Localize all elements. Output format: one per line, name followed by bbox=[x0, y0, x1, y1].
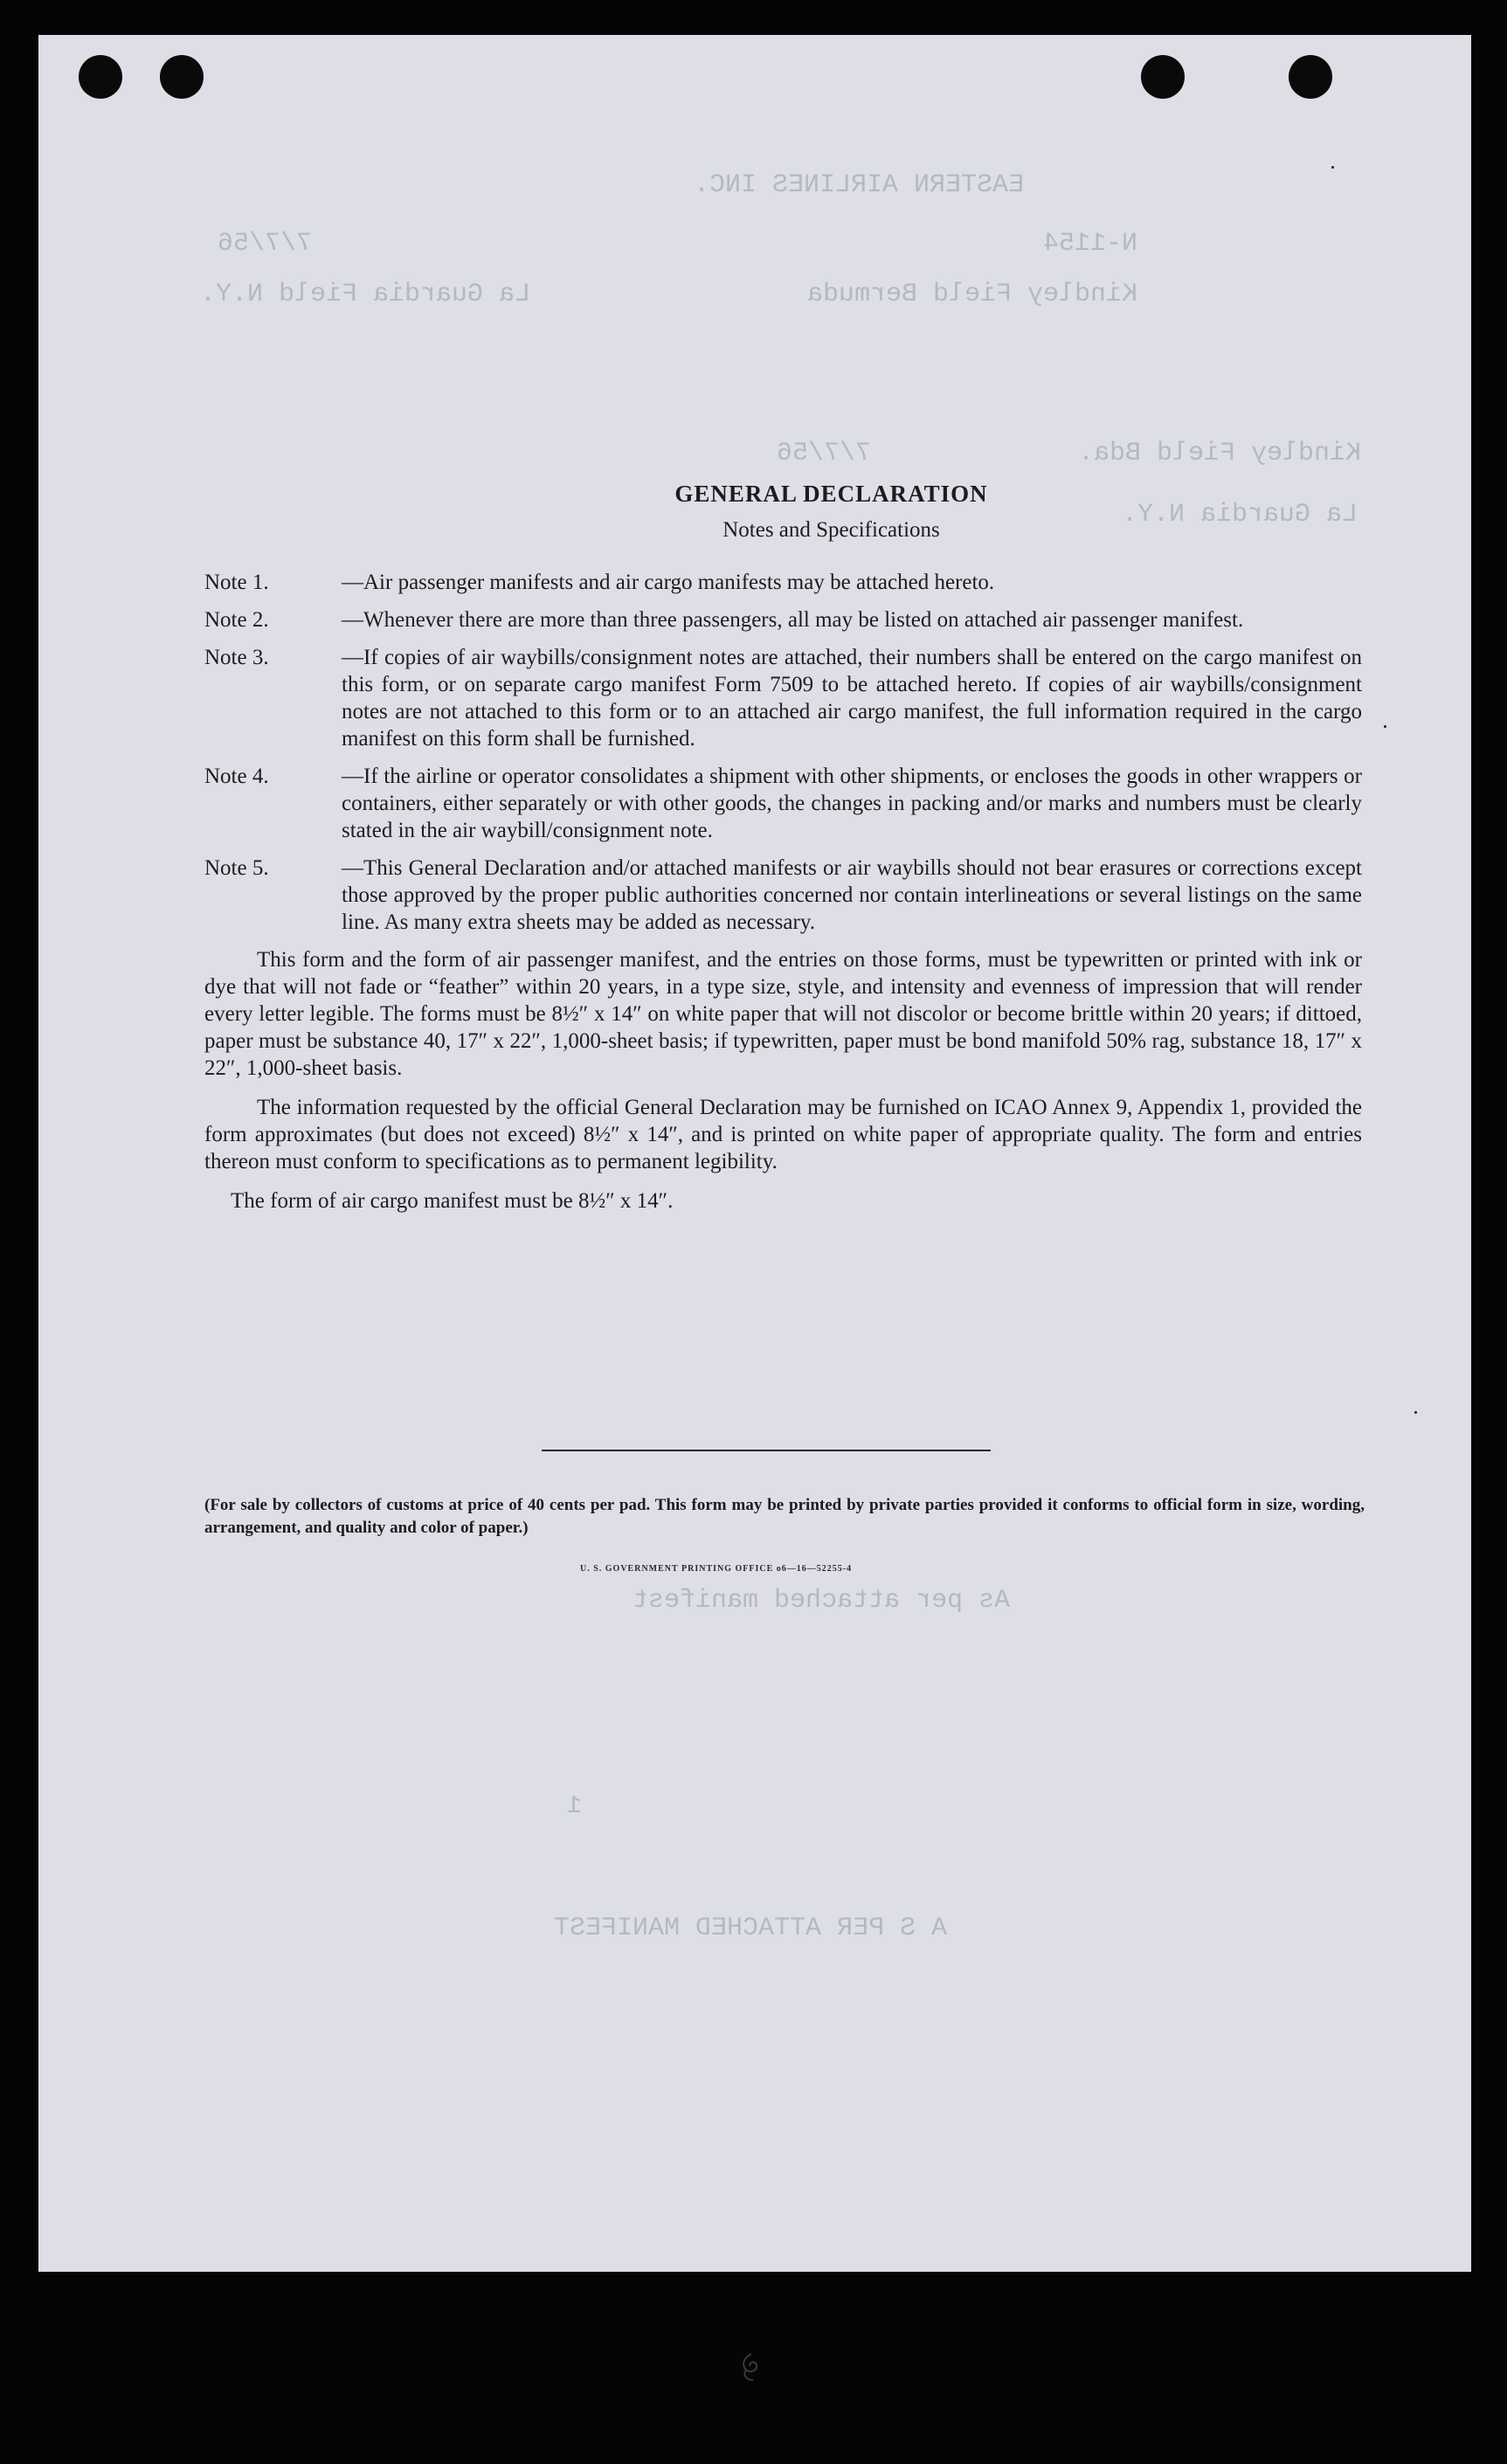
note-label: Note 2. bbox=[204, 608, 269, 632]
printing-requirements-paragraph: This form and the form of air passenger manifest, and the entries on those forms, must be typewritten or printed with ink or dye that will not fade or “feather” within 20 years, in a type size, style, and intensity and evenness of impression that will render every letter legible. The forms must be 8½″ x 14″ on white paper that will not discolor or become brittle within 20 years; if dittoed, paper must be substance 40, 17″ x 22″, 1,000-sheet basis; if typewritten, paper must be bond manifold 50% rag, substance 18, 17″ x 22″, 1,000-sheet basis. bbox=[204, 948, 1362, 1080]
bleed-through-text: 1 bbox=[567, 1793, 582, 1820]
cargo-size-paragraph: The form of air cargo manifest must be 8½″ x 14″. bbox=[231, 1189, 674, 1213]
bleed-through-text: La Guardia Field N.Y. bbox=[200, 280, 531, 309]
icao-paragraph: The information requested by the official General Declaration may be furnished on ICAO Annex 9, Appendix 1, provided the form approximates (but does not exceed) 8½″ x 14″, and is printed on white paper of appropriate quality. The form and entries thereon must conform to specifications as to permanent legibility. bbox=[204, 1096, 1362, 1173]
bleed-through-text: As per attached manifest bbox=[633, 1586, 1011, 1616]
bleed-through-text: La Guardia N.Y. bbox=[1122, 500, 1358, 529]
speck-mark bbox=[1384, 725, 1386, 728]
divider-rule bbox=[542, 1450, 991, 1451]
note-item bbox=[204, 763, 1362, 844]
document-page bbox=[38, 35, 1471, 2272]
sale-notice: (For sale by collectors of customs at price of 40 cents per pad. This form may be printed by private parties provided it conforms to official form in size, wording, arrangement, and quality and color of paper.) bbox=[204, 1496, 1365, 1537]
page-subtitle: Notes and Specifications bbox=[722, 518, 940, 542]
note-label: Note 4. bbox=[204, 765, 269, 788]
notes-section bbox=[204, 481, 1362, 1227]
bleed-through-text: N-1154 bbox=[1043, 229, 1138, 259]
note-label: Note 5. bbox=[204, 856, 269, 880]
note-item bbox=[204, 606, 1362, 633]
punch-hole-icon bbox=[1141, 55, 1185, 99]
punch-hole-icon bbox=[1289, 55, 1332, 99]
punch-hole-icon bbox=[160, 55, 204, 99]
ornament-icon bbox=[734, 2350, 769, 2384]
speck-mark bbox=[1414, 1411, 1417, 1414]
note-text: —If copies of air waybills/consignment notes are attached, their numbers shall be entered on the cargo manifest on this form, or on separate cargo manifest Form 7509 to be attached hereto. If copies of air waybills/consignment notes are not attached to this form or to an attached air cargo manifest, the full information required in the cargo manifest on this form shall be furnished. bbox=[342, 646, 1362, 751]
page-title: GENERAL DECLARATION bbox=[674, 481, 988, 507]
note-item bbox=[204, 644, 1362, 752]
bleed-through-text: 7/7/56 bbox=[218, 229, 313, 259]
note-label: Note 3. bbox=[204, 646, 269, 669]
note-item bbox=[204, 569, 1362, 596]
note-text: —If the airline or operator consolidates a shipment with other shipments, or encloses the goods in other wrappers or containers, either separately or with other goods, the changes in packing and/or marks and numbers must be clearly stated in the air waybill/consignment note. bbox=[342, 765, 1362, 842]
note-item bbox=[204, 855, 1362, 936]
note-text: —This General Declaration and/or attached manifests or air waybills should not bear erasures or corrections except those approved by the proper public authorities concerned nor contain interlineations or several listings on the same line. As many extra sheets may be added as necessary. bbox=[342, 856, 1362, 934]
bleed-through-text: EASTERN AIRLINES INC. bbox=[694, 170, 1025, 200]
speck-mark bbox=[1331, 166, 1334, 169]
note-label: Note 1. bbox=[204, 571, 269, 594]
bleed-through-text: A S PER ATTACHED MANIFEST bbox=[554, 1914, 948, 1943]
note-text: —Whenever there are more than three passengers, all may be listed on attached air passenger manifest. bbox=[342, 608, 1244, 632]
bleed-through-text: Kindley Field Bermuda bbox=[807, 280, 1138, 309]
bleed-through-text: Kindley Field Bda. bbox=[1078, 439, 1362, 468]
punch-hole-icon bbox=[79, 55, 122, 99]
bleed-through-text: 7/7/56 bbox=[777, 439, 872, 468]
note-text: —Air passenger manifests and air cargo manifests may be attached hereto. bbox=[342, 571, 995, 594]
printer-imprint: U. S. GOVERNMENT PRINTING OFFICE o6—16—52255-4 bbox=[580, 1564, 853, 1574]
